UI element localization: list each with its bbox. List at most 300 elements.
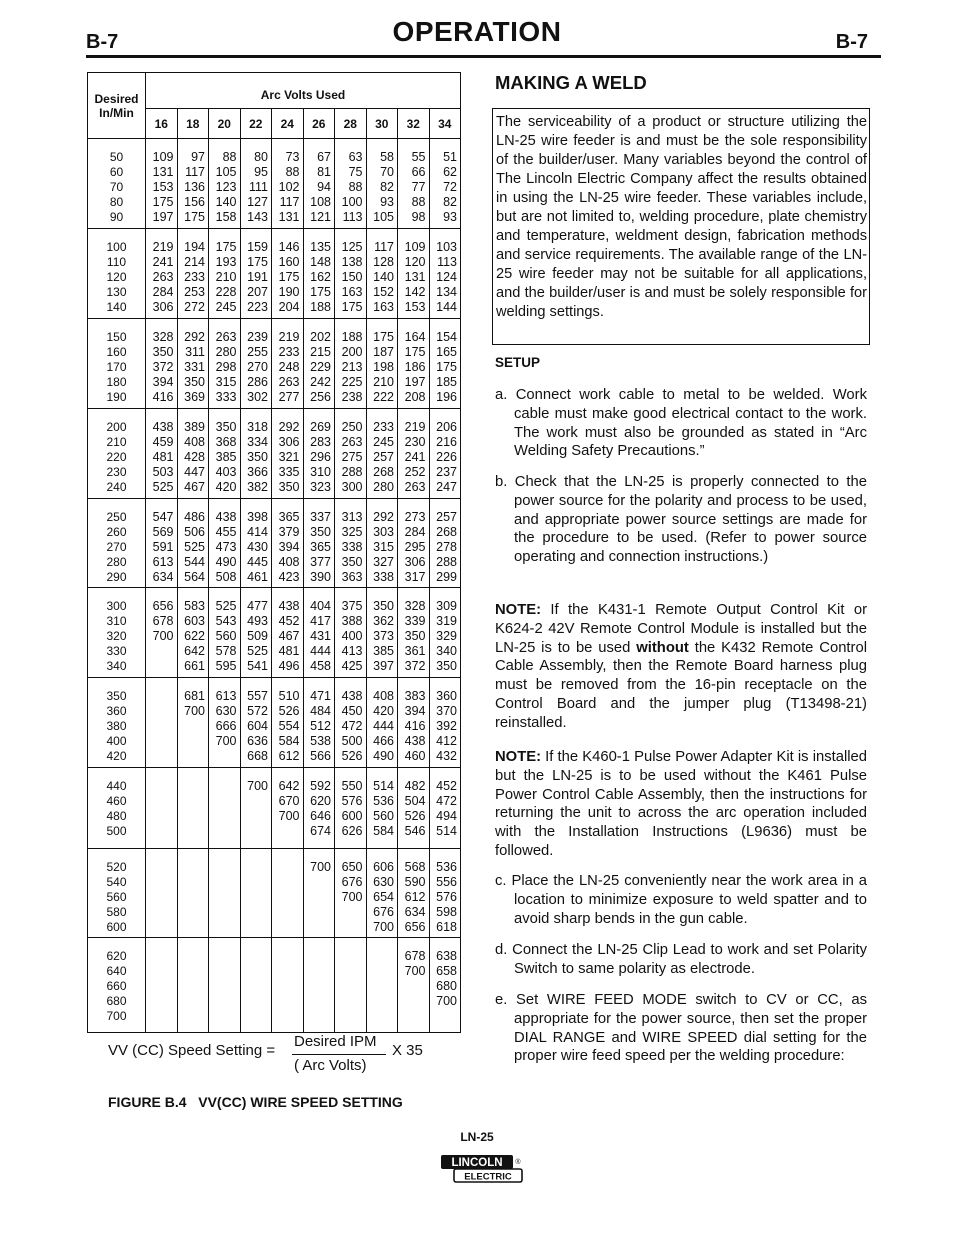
speed-value: 576 (341, 794, 363, 808)
speed-value: 295 (404, 540, 426, 554)
speed-value: 471 (310, 689, 331, 703)
speed-value: 55 (411, 150, 426, 164)
ipm-value: 680 (106, 994, 127, 1008)
speed-value: 327 (373, 555, 394, 569)
speed-value: 333 (215, 390, 237, 404)
speed-value: 185 (436, 375, 457, 389)
speed-value: 121 (310, 210, 331, 224)
speed-cell (398, 499, 430, 588)
speed-value: 269 (310, 420, 331, 434)
speed-value: 506 (184, 525, 205, 539)
speed-value: 420 (373, 704, 394, 718)
ipm-value: 280 (106, 555, 127, 569)
speed-value: 175 (278, 270, 300, 284)
speed-value: 496 (278, 659, 300, 673)
speed-cell (240, 409, 272, 499)
volts-header-cell: 22 (240, 109, 272, 139)
speed-value: 467 (278, 629, 300, 643)
speed-value: 340 (436, 644, 457, 658)
speed-value: 288 (341, 465, 363, 479)
speed-cell (366, 499, 398, 588)
speed-cell (366, 678, 398, 768)
speed-value: 445 (247, 555, 268, 569)
speed-value: 214 (184, 255, 205, 269)
speed-cell (303, 409, 335, 499)
speed-value: 160 (278, 255, 300, 269)
speed-value: 306 (152, 300, 174, 314)
speed-value: 700 (436, 994, 457, 1008)
speed-value: 700 (152, 629, 174, 643)
speed-value: 700 (310, 860, 331, 874)
speed-value: 350 (341, 555, 363, 569)
table-row-group (88, 849, 461, 938)
speed-value: 146 (278, 240, 300, 254)
speed-value: 207 (247, 285, 268, 299)
speed-value: 650 (341, 860, 363, 874)
ipm-cell (88, 319, 146, 409)
speed-value: 248 (278, 360, 300, 374)
speed-value: 452 (278, 614, 300, 628)
speed-value: 191 (247, 270, 268, 284)
speed-value: 600 (341, 809, 363, 823)
speed-cell (177, 139, 209, 229)
speed-value: 117 (279, 195, 300, 209)
speed-value: 373 (373, 629, 394, 643)
speed-value: 190 (278, 285, 300, 299)
page-number-left: B-7 (86, 31, 119, 53)
speed-value: 196 (436, 390, 457, 404)
speed-value: 210 (373, 375, 394, 389)
speed-value: 568 (404, 860, 426, 874)
speed-cell (146, 768, 178, 849)
speed-value: 311 (185, 345, 205, 359)
speed-cell (146, 849, 178, 938)
speed-cell (366, 938, 398, 1033)
speed-cell (335, 678, 367, 768)
speed-value: 400 (341, 629, 363, 643)
speed-cell (240, 139, 272, 229)
speed-value: 66 (411, 165, 426, 179)
speed-value: 256 (310, 390, 331, 404)
volts-header-cell: 20 (209, 109, 241, 139)
speed-value: 606 (373, 860, 394, 874)
speed-value: 309 (436, 599, 457, 613)
speed-value: 525 (152, 480, 174, 494)
speed-value: 202 (310, 330, 331, 344)
speed-value: 226 (436, 450, 457, 464)
speed-value: 414 (247, 525, 268, 539)
speed-cell (429, 768, 461, 849)
speed-value: 335 (278, 465, 300, 479)
speed-value: 288 (436, 555, 457, 569)
speed-cell (429, 938, 461, 1033)
speed-value: 93 (443, 210, 457, 224)
speed-value: 481 (152, 450, 174, 464)
speed-value: 566 (310, 749, 331, 763)
speed-cell (146, 938, 178, 1033)
speed-value: 270 (247, 360, 268, 374)
speed-value: 408 (278, 555, 300, 569)
ipm-value: 620 (106, 949, 127, 963)
speed-value: 143 (247, 210, 268, 224)
speed-value: 175 (404, 345, 426, 359)
step-b: b. Check that the LN-25 is properly connected to the power source for the polarity and process to be used, and appropriate power source settings are made for the procedure to be used. (Refer to power source operating and connection instructions.) (495, 474, 867, 566)
speed-cell (146, 229, 178, 319)
speed-value: 525 (184, 540, 205, 554)
ipm-value: 160 (106, 345, 127, 359)
speed-value: 654 (373, 890, 394, 904)
speed-value: 350 (184, 375, 205, 389)
speed-value: 666 (215, 719, 237, 733)
speed-value: 163 (341, 285, 363, 299)
speed-value: 233 (373, 420, 394, 434)
speed-value: 206 (436, 420, 457, 434)
speed-value: 131 (278, 210, 300, 224)
speed-value: 564 (184, 570, 205, 584)
speed-value: 154 (436, 330, 457, 344)
speed-cell (303, 499, 335, 588)
speed-value: 188 (310, 300, 331, 314)
speed-value: 612 (278, 749, 300, 763)
speed-value: 268 (373, 465, 394, 479)
speed-cell (335, 319, 367, 409)
speed-cell (240, 938, 272, 1033)
speed-value: 58 (380, 150, 394, 164)
speed-value: 113 (342, 210, 363, 224)
speed-cell (366, 139, 398, 229)
speed-value: 216 (436, 435, 457, 449)
speed-value: 642 (184, 644, 205, 658)
speed-value: 298 (215, 360, 237, 374)
speed-cell (335, 938, 367, 1033)
speed-value: 208 (404, 390, 426, 404)
speed-value: 670 (278, 794, 300, 808)
speed-value: 350 (436, 659, 457, 673)
title-divider (86, 55, 881, 58)
speed-value: 543 (215, 614, 237, 628)
speed-value: 128 (373, 255, 394, 269)
speed-value: 408 (373, 689, 394, 703)
ipm-value: 260 (106, 525, 127, 539)
speed-value: 134 (436, 285, 457, 299)
speed-value: 197 (152, 210, 174, 224)
speed-value: 366 (247, 465, 268, 479)
speed-value: 544 (184, 555, 205, 569)
speed-value: 136 (184, 180, 205, 194)
lincoln-electric-logo (440, 1154, 524, 1184)
speed-value: 292 (373, 510, 394, 524)
ipm-value: 90 (109, 210, 124, 224)
speed-cell (272, 588, 304, 678)
desired-ipm-header: Desired In/Min (88, 73, 146, 139)
speed-value: 51 (443, 150, 457, 164)
speed-value: 120 (404, 255, 426, 269)
speed-value: 247 (436, 480, 457, 494)
ipm-value: 270 (106, 540, 127, 554)
speed-cell (366, 409, 398, 499)
speed-value: 242 (310, 375, 331, 389)
speed-cell (177, 499, 209, 588)
speed-value: 303 (373, 525, 394, 539)
note-label: NOTE: (495, 749, 542, 765)
speed-value: 447 (184, 465, 205, 479)
speed-value: 383 (404, 689, 426, 703)
speed-value: 123 (215, 180, 237, 194)
ipm-value: 500 (106, 824, 127, 838)
svg-text:LINCOLN: LINCOLN (451, 1157, 503, 1169)
speed-value: 638 (436, 949, 457, 963)
speed-value: 280 (215, 345, 237, 359)
speed-value: 292 (278, 420, 300, 434)
speed-value: 630 (215, 704, 237, 718)
speed-value: 700 (278, 809, 300, 823)
table-row-group (88, 229, 461, 319)
speed-cell (429, 229, 461, 319)
speed-value: 350 (404, 629, 426, 643)
speed-cell (398, 229, 430, 319)
ipm-value: 120 (106, 270, 127, 284)
speed-value: 140 (215, 195, 237, 209)
speed-value: 175 (184, 210, 205, 224)
speed-value: 100 (341, 195, 363, 209)
speed-value: 117 (185, 165, 205, 179)
speed-value: 273 (404, 510, 426, 524)
speed-value: 554 (278, 719, 300, 733)
speed-value: 319 (436, 614, 457, 628)
speed-value: 369 (184, 390, 205, 404)
speed-value: 329 (436, 629, 457, 643)
speed-value: 140 (373, 270, 394, 284)
speed-value: 394 (404, 704, 426, 718)
speed-value: 97 (191, 150, 205, 164)
volts-header-cell: 30 (366, 109, 398, 139)
ipm-value: 480 (106, 809, 127, 823)
speed-value: 263 (215, 330, 237, 344)
formula-denominator: ( Arc Volts) (294, 1057, 367, 1074)
note-pulse-adapter: NOTE: If the K460-1 Pulse Power Adapter Kit is installed but the LN-25 is to be used without the K461 Pulse Power Control Cable Assembly, then the instructions for returning the unit to across the arc operation included with the Installation Instructions (L9636) must be followed. (495, 749, 867, 859)
speed-value: 372 (152, 360, 174, 374)
speed-value: 188 (341, 330, 363, 344)
speed-value: 81 (317, 165, 331, 179)
speed-value: 204 (278, 300, 300, 314)
speed-value: 618 (436, 920, 457, 934)
speed-value: 239 (247, 330, 268, 344)
ipm-cell (88, 678, 146, 768)
speed-value: 368 (215, 435, 237, 449)
step-d: d. Connect the LN-25 Clip Lead to work and set Polarity Switch to same polarity as electrode. (495, 942, 867, 977)
ipm-cell (88, 849, 146, 938)
speed-value: 700 (247, 779, 268, 793)
volts-header-cell: 18 (177, 109, 209, 139)
speed-value: 503 (152, 465, 174, 479)
ipm-value: 300 (106, 599, 127, 613)
speed-cell (240, 768, 272, 849)
speed-cell (177, 849, 209, 938)
speed-value: 473 (215, 540, 237, 554)
ipm-value: 660 (106, 979, 127, 993)
speed-value: 388 (341, 614, 363, 628)
wire-speed-table (87, 72, 461, 1033)
speed-value: 233 (184, 270, 205, 284)
ipm-cell (88, 768, 146, 849)
speed-value: 142 (404, 285, 426, 299)
speed-value: 213 (341, 360, 363, 374)
ipm-value: 220 (106, 450, 127, 464)
speed-value: 88 (285, 165, 300, 179)
speed-value: 438 (215, 510, 237, 524)
speed-value: 477 (247, 599, 268, 613)
speed-value: 88 (348, 180, 363, 194)
table-row-group (88, 678, 461, 768)
table-row-group (88, 938, 461, 1033)
speed-value: 461 (247, 570, 268, 584)
speed-value: 681 (184, 689, 205, 703)
fraction-bar (292, 1054, 386, 1055)
ipm-value: 150 (106, 330, 127, 344)
ipm-value: 100 (106, 240, 127, 254)
speed-value: 194 (184, 240, 205, 254)
speed-value: 484 (310, 704, 331, 718)
volts-header-cell: 26 (303, 109, 335, 139)
speed-value: 541 (247, 659, 268, 673)
speed-value: 459 (152, 435, 174, 449)
speed-value: 325 (341, 525, 363, 539)
speed-value: 95 (254, 165, 268, 179)
speed-value: 187 (373, 345, 394, 359)
speed-value: 546 (404, 824, 426, 838)
speed-value: 315 (215, 375, 237, 389)
speed-cell (240, 588, 272, 678)
speed-value: 350 (215, 420, 237, 434)
speed-value: 80 (254, 150, 268, 164)
step-e: e. Set WIRE FEED MODE switch to CV or CC, as appropriate for the power source, then set the proper DIAL RANGE and WIRE SPEED dial setting for the proper wire feed speed per the welding procedure: (495, 992, 867, 1065)
ipm-value: 250 (106, 510, 127, 524)
speed-value: 284 (404, 525, 426, 539)
speed-value: 525 (247, 644, 268, 658)
speed-cell (335, 229, 367, 319)
speed-cell (272, 319, 304, 409)
ipm-value: 560 (106, 890, 127, 904)
speed-value: 275 (341, 450, 363, 464)
speed-value: 389 (184, 420, 205, 434)
speed-cell (146, 499, 178, 588)
speed-cell (366, 588, 398, 678)
speed-value: 438 (278, 599, 300, 613)
volts-header-cell: 24 (272, 109, 304, 139)
model-code: LN-25 (460, 1130, 494, 1144)
ipm-value: 310 (106, 614, 127, 628)
speed-value: 444 (373, 719, 394, 733)
speed-value: 350 (278, 480, 300, 494)
speed-value: 105 (215, 165, 237, 179)
speed-value: 228 (215, 285, 237, 299)
speed-value: 472 (436, 794, 457, 808)
speed-value: 397 (373, 659, 394, 673)
speed-value: 365 (278, 510, 300, 524)
speed-value: 390 (310, 570, 331, 584)
speed-cell (303, 319, 335, 409)
speed-value: 598 (436, 905, 457, 919)
speed-value: 500 (341, 734, 363, 748)
speed-value: 286 (247, 375, 268, 389)
ipm-value: 580 (106, 905, 127, 919)
speed-value: 210 (215, 270, 237, 284)
speed-value: 630 (373, 875, 394, 889)
speed-value: 362 (373, 614, 394, 628)
speed-cell (272, 768, 304, 849)
speed-value: 153 (152, 180, 174, 194)
speed-value: 413 (341, 644, 363, 658)
speed-value: 700 (404, 964, 426, 978)
speed-value: 526 (278, 704, 300, 718)
speed-value: 508 (215, 570, 237, 584)
speed-cell (398, 588, 430, 678)
speed-value: 700 (341, 890, 363, 904)
speed-value: 490 (215, 555, 237, 569)
speed-value: 510 (278, 689, 300, 703)
speed-value: 674 (310, 824, 331, 838)
speed-value: 372 (404, 659, 426, 673)
speed-cell (272, 938, 304, 1033)
speed-cell (146, 319, 178, 409)
speed-value: 175 (310, 285, 331, 299)
speed-value: 467 (184, 480, 205, 494)
speed-value: 175 (247, 255, 268, 269)
speed-value: 252 (404, 465, 426, 479)
speed-value: 403 (215, 465, 237, 479)
speed-value: 165 (436, 345, 457, 359)
speed-value: 328 (404, 599, 426, 613)
speed-value: 241 (152, 255, 174, 269)
speed-value: 680 (436, 979, 457, 993)
speed-cell (146, 678, 178, 768)
speed-value: 417 (310, 614, 331, 628)
ipm-value: 380 (106, 719, 127, 733)
speed-cell (272, 229, 304, 319)
speed-value: 98 (411, 210, 426, 224)
speed-value: 604 (247, 719, 268, 733)
speed-formula (108, 1030, 458, 1078)
speed-value: 257 (436, 510, 457, 524)
speed-value: 490 (373, 749, 394, 763)
speed-cell (398, 139, 430, 229)
speed-cell (240, 678, 272, 768)
speed-value: 493 (247, 614, 268, 628)
speed-value: 222 (373, 390, 394, 404)
speed-value: 404 (310, 599, 331, 613)
speed-value: 200 (341, 345, 363, 359)
speed-value: 318 (247, 420, 268, 434)
speed-value: 361 (404, 644, 426, 658)
table-row-group (88, 768, 461, 849)
speed-value: 431 (310, 629, 331, 643)
speed-cell (272, 139, 304, 229)
speed-value: 536 (373, 794, 394, 808)
speed-value: 175 (341, 300, 363, 314)
speed-value: 514 (373, 779, 394, 793)
speed-value: 334 (247, 435, 268, 449)
speed-value: 313 (341, 510, 363, 524)
ipm-cell (88, 139, 146, 229)
speed-value: 385 (215, 450, 237, 464)
speed-value: 186 (404, 360, 426, 374)
speed-value: 339 (404, 614, 426, 628)
speed-value: 280 (373, 480, 394, 494)
table-row-group (88, 588, 461, 678)
speed-value: 127 (247, 195, 268, 209)
speed-value: 72 (443, 180, 457, 194)
speed-value: 365 (310, 540, 331, 554)
